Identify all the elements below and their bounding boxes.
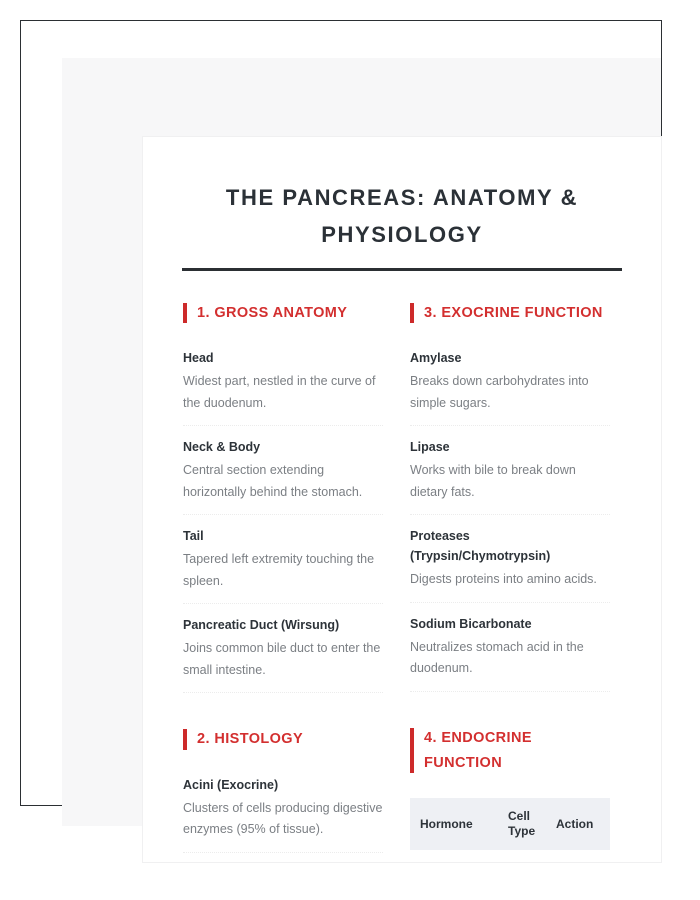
list-item [183, 526, 383, 604]
table-header-row [410, 798, 610, 850]
item-description: Tapered left extremity touching the spleen. [183, 552, 375, 588]
hormone-table [410, 798, 610, 850]
list-item [410, 614, 610, 692]
section-heading-exocrine-function: 3. EXOCRINE FUNCTION [410, 301, 610, 326]
table-header-action: Action [546, 798, 610, 850]
right-column [410, 301, 610, 851]
content-columns [143, 271, 661, 864]
list-item [183, 348, 383, 426]
item-description: Breaks down carbohydrates into simple sugars. [410, 374, 589, 410]
item-term: Amylase [410, 351, 462, 366]
page-outer-frame [20, 20, 662, 839]
section-histology [183, 727, 383, 852]
item-term: Acini (Exocrine) [183, 777, 279, 792]
item-description: Digests proteins into amino acids. [410, 572, 597, 587]
item-term: Head [183, 351, 214, 366]
section-heading-histology: 2. HISTOLOGY [183, 727, 383, 752]
left-column [183, 301, 383, 864]
section-heading-gross-anatomy: 1. GROSS ANATOMY [183, 301, 383, 326]
table-header-hormone: Hormone [410, 798, 498, 850]
item-term: Tail [183, 529, 204, 544]
item-description: Widest part, nestled in the curve of the duodenum. [183, 374, 376, 410]
section-endocrine-function [410, 726, 610, 851]
list-item [183, 615, 383, 693]
item-term: Pancreatic Duct (Wirsung) [183, 618, 340, 633]
document-card [142, 136, 662, 863]
list-item [410, 348, 610, 426]
table-header-cell-type: Cell Type [498, 798, 546, 850]
item-description: Joins common bile duct to enter the small intestine. [183, 641, 381, 677]
section-exocrine-function [410, 301, 610, 692]
list-item [183, 437, 383, 515]
item-term: Lipase [410, 440, 450, 455]
list-item [410, 526, 610, 603]
item-description: Works with bile to break down dietary fats. [410, 463, 576, 499]
item-description: Clusters of cells producing digestive enzymes (95% of tissue). [183, 800, 383, 837]
list-item [410, 437, 610, 515]
item-term: Sodium Bicarbonate [410, 616, 532, 631]
item-term: Proteases (Trypsin/Chymotrypsin) [410, 529, 551, 564]
item-term: Neck & Body [183, 440, 261, 455]
item-description: Central section extending horizontally behind the stomach. [183, 463, 363, 499]
item-description: Neutralizes stomach acid in the duodenum. [410, 639, 584, 676]
page-gray-panel [62, 58, 661, 839]
section-gross-anatomy [183, 301, 383, 693]
list-item [183, 775, 383, 853]
section-heading-endocrine-function: 4. ENDOCRINE FUNCTION [410, 726, 610, 777]
page-title: THE PANCREAS: ANATOMY & PHYSIOLOGY [225, 185, 579, 248]
